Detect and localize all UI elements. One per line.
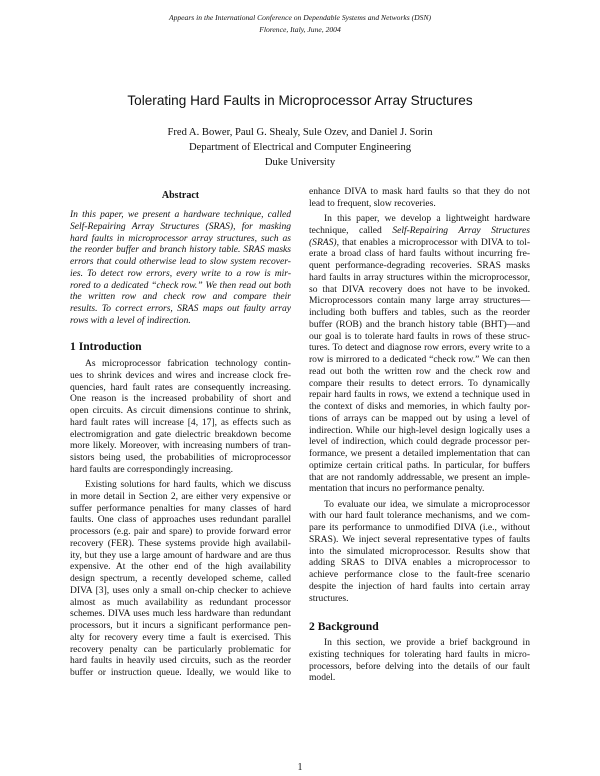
text-line: hard faults are correspondingly increasing.	[70, 463, 234, 475]
text-line: To evaluate our idea, we simulate a microprocessor	[324, 498, 530, 510]
text-line: quencies, hard fault rates are consequently increasing.	[70, 381, 291, 393]
introduction-right-column	[309, 186, 530, 604]
text-line: the reorder buffer and branch history table. SRAS masks	[70, 244, 291, 256]
text-line: Microprocessors contain many large array structures—	[309, 295, 530, 307]
text-line: sistors being used, the probabilities of microprocessor	[70, 452, 291, 463]
text-line: faults. One class of approaches uses redundant parallel	[70, 514, 291, 526]
text-line: electromigration and gate dielectric breakdown become	[70, 428, 291, 440]
text-line: more likely. Moreover, with increasing numbers of tran-	[70, 440, 291, 452]
text-line: design spectrum, a recently developed scheme, called	[70, 573, 291, 584]
text-line: optimize certain critical paths. In particular, for buffers	[309, 459, 530, 471]
text-line: buffer or instruction queue. Ideally, we would like to	[70, 667, 291, 678]
text-line: the context of disks and memories, in which faulty por-	[309, 401, 530, 412]
department: Department of Electrical and Computer Engineering	[188, 142, 412, 153]
place-date-line: Florence, Italy, June, 2004	[259, 25, 341, 34]
text-line: into the simulated microprocessor. Results show that	[309, 545, 530, 557]
text-line: the written row and check row and compare their	[70, 291, 291, 303]
text-line: tions of arrays can be mapped out by using a level of	[309, 412, 530, 424]
text-line: suffer performance penalties for many classes of hard	[70, 502, 291, 514]
text-line: recovery penalty can be particularly problematic for	[70, 643, 291, 655]
text-line: indirection. While our high-level design logically uses a	[309, 424, 530, 436]
venue-header	[0, 12, 600, 36]
text-line: including both buffers and tables, such as the reorder	[309, 307, 530, 318]
text-line: in more detail in Section 2, are either very expensive or	[70, 490, 291, 502]
text-line: compare their results to detect errors. To dynamically	[309, 377, 530, 389]
text-line: ues to shrink devices and wires and increase clock fre-	[70, 369, 291, 381]
text-line: tures. To detect and diagnose row errors, every write to a	[309, 342, 530, 354]
text-line: hard faults in heavily used circuits, such as the reorder	[70, 655, 291, 667]
paragraph	[309, 186, 530, 210]
text-line: lead to frequent, slow recoveries.	[309, 197, 436, 209]
text-line: expensive. At the other end of the high availability	[70, 561, 291, 573]
paragraph	[70, 209, 291, 327]
text-span: technique, called	[309, 224, 393, 236]
text-line: processors (e.g. pair and spare) to provide forward error	[70, 526, 291, 537]
text-line: As microprocessor fabrication technology contin-	[85, 358, 291, 369]
text-line: model.	[309, 672, 336, 684]
text-line: DIVA [3], uses only a small on-chip checker to achieve	[70, 584, 291, 596]
text-span: , that enables a microprocessor with DIVA to tol-	[336, 236, 530, 248]
text-line	[309, 225, 530, 237]
text-line: In this paper, we develop a lightweight hardware	[324, 213, 530, 224]
section-heading-background: 2 Background	[309, 620, 379, 633]
text-line: rows with a level of indirection.	[70, 314, 191, 326]
paper-title: Tolerating Hard Faults in Microprocessor Array Structures	[127, 93, 473, 108]
paragraph	[309, 499, 530, 605]
text-line: existing techniques for tolerating hard faults in micro-	[309, 648, 530, 660]
section-heading-introduction: 1 Introduction	[70, 340, 142, 353]
text-line: ies. To detect row errors, every write to a row is mir-	[70, 267, 291, 279]
introduction-left-column	[70, 358, 291, 679]
university: Duke University	[264, 157, 336, 168]
paragraph	[309, 637, 530, 684]
text-line: In this section, we provide a brief background in	[324, 637, 530, 648]
text-line: buffer (ROB) and the branch history table (BHT)—and	[309, 318, 530, 330]
text-line: Existing solutions for hard faults, which we discuss	[85, 479, 291, 490]
text-line: erate a broad class of hard faults without incurring fre-	[309, 248, 530, 260]
text-line: that are not randomly addressable, we present an imple-	[309, 471, 530, 483]
text-line: schemes. DIVA uses much less hardware than redundant	[70, 608, 291, 620]
text-line: processors, before delving into the details of our fault	[309, 660, 530, 672]
text-line: achieve performance close to the fault-free scenario	[309, 569, 530, 580]
text-line: so that DIVA recovery does not have to be invoked.	[309, 283, 530, 295]
text-line: processors, but it incurs a significant performance pen-	[70, 620, 291, 631]
abstract-heading: Abstract	[161, 190, 200, 201]
text-line: structures.	[309, 592, 349, 604]
text-line: adding SRAS to DIVA enables a microprocessor to	[309, 557, 530, 569]
text-line: errors that could otherwise lead to slow system recover-	[70, 256, 291, 267]
background-body	[309, 637, 530, 684]
text-line: Self-Repairing Array Structures (SRAS), for masking	[70, 220, 291, 232]
text-line: SRAS). We inject several representative types of faults	[309, 533, 530, 545]
authors: Fred A. Bower, Paul G. Shealy, Sule Ozev, and Daniel J. Sorin	[167, 127, 433, 138]
text-line: One reason is the increased probability of short and	[70, 393, 291, 405]
text-line: our goal is to tolerate hard faults in rows of these struc-	[309, 330, 530, 342]
text-line: enhance DIVA to mask hard faults so that they do not	[309, 186, 530, 197]
text-line: pare its performance to unmodified DIVA (i.e., without	[309, 522, 530, 533]
text-line: row is mirrored to a dedicated “check row.” We can then	[309, 354, 530, 365]
text-line: read out both the written row and the check row and	[309, 365, 530, 377]
text-line: formance, we present a detailed implementation that can	[309, 448, 530, 459]
text-line: almost as much availability as redundant processor	[70, 596, 291, 608]
venue-line: Appears in the International Conference on Dependable Systems and Networks (DSN)	[168, 13, 432, 22]
text-line: results. To correct errors, SRAS maps out faulty array	[70, 303, 291, 314]
text-line: hard fault rates will increase [4, 17], as effects such as	[70, 416, 291, 428]
text-line	[309, 237, 530, 249]
page-number: 1	[297, 762, 303, 773]
text-line: repair hard faults in rows, we extend a technique used in	[309, 389, 530, 401]
paragraph	[70, 479, 291, 679]
text-line: hard faults in microprocessor array structures, such as	[70, 232, 291, 244]
text-line: In this paper, we present a hardware technique, called	[70, 209, 291, 220]
paragraph	[70, 358, 291, 476]
text-line: mentation that incurs no performance penalty.	[309, 483, 485, 495]
italic-term: Self-Repairing Array Structures	[392, 224, 530, 236]
author-block	[0, 125, 600, 170]
text-line: with our hard fault tolerance mechanisms, and we com-	[309, 510, 530, 522]
italic-term: (SRAS)	[309, 236, 337, 248]
text-line: rored to a dedicated “check row.” We then read out both	[70, 279, 291, 291]
text-line: recovery (FER). These systems provide high availabil-	[70, 537, 291, 549]
text-line: ity, but they use a large amount of hardware and are thus	[70, 549, 291, 561]
text-line: hard faults in array structures within the microprocessor,	[309, 271, 530, 283]
text-line: alty for recovery every time a fault is exercised. This	[70, 631, 291, 643]
text-line: despite the injection of hard faults into certain array	[309, 580, 530, 592]
text-line: open circuits. As circuit dimensions continue to shrink,	[70, 405, 291, 416]
text-line: level of indirection, which could degrade processor per-	[309, 436, 530, 448]
paragraph	[309, 213, 530, 495]
text-line: quent performance-degrading recoveries. SRAS masks	[309, 260, 530, 271]
abstract-body	[70, 209, 291, 327]
